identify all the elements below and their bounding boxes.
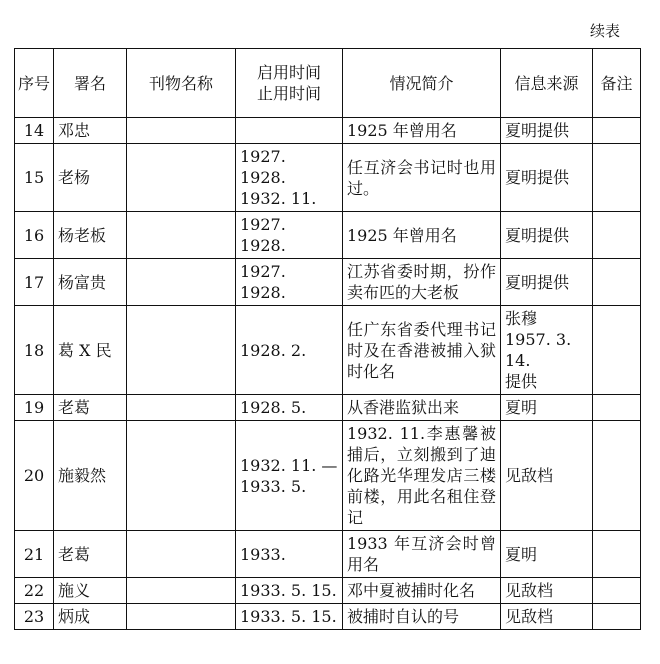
cell-journal bbox=[127, 212, 236, 259]
cell-no: 22 bbox=[15, 578, 54, 604]
cell-no: 15 bbox=[15, 144, 54, 212]
table-row bbox=[15, 212, 641, 259]
cell-time bbox=[236, 144, 343, 212]
cell-time-line: 1932. 11. — bbox=[240, 455, 338, 475]
cell-time: 1933. 5. 15. bbox=[236, 578, 343, 604]
cell-no: 16 bbox=[15, 212, 54, 259]
cell-time bbox=[236, 259, 343, 306]
cell-intro: 1933 年互济会时曾用名 bbox=[343, 531, 501, 578]
cell-source: 夏明 bbox=[501, 531, 593, 578]
cell-no: 18 bbox=[15, 306, 54, 395]
cell-no: 21 bbox=[15, 531, 54, 578]
cell-name: 杨老板 bbox=[54, 212, 127, 259]
cell-source-line: 提供 bbox=[505, 372, 538, 391]
cell-intro: 从香港监狱出来 bbox=[343, 395, 501, 421]
cell-source: 见敌档 bbox=[501, 604, 593, 630]
header-time-start: 启用时间 bbox=[256, 63, 321, 82]
cell-journal bbox=[127, 306, 236, 395]
cell-name: 施义 bbox=[54, 578, 127, 604]
cell-source: 夏明提供 bbox=[501, 259, 593, 306]
cell-time: 1928. 5. bbox=[236, 395, 343, 421]
cell-time-line: 1932. 11. bbox=[240, 189, 317, 208]
cell-time-line: 1933. 5. bbox=[240, 476, 307, 496]
cell-source: 夏明提供 bbox=[501, 144, 593, 212]
cell-time-line: 1928. bbox=[240, 236, 286, 255]
cell-remark bbox=[593, 306, 641, 395]
cell-name: 杨富贵 bbox=[54, 259, 127, 306]
cell-no: 23 bbox=[15, 604, 54, 630]
cell-source: 见敌档 bbox=[501, 578, 593, 604]
cell-time-line: 1928. bbox=[240, 283, 286, 302]
cell-time bbox=[236, 212, 343, 259]
cell-remark bbox=[593, 144, 641, 212]
table-row bbox=[15, 118, 641, 144]
cell-remark bbox=[593, 259, 641, 306]
cell-no: 19 bbox=[15, 395, 54, 421]
alias-record-table bbox=[14, 48, 641, 630]
header-no: 序号 bbox=[15, 49, 54, 118]
cell-time: 1933. 5. 15. bbox=[236, 604, 343, 630]
cell-name: 邓忠 bbox=[54, 118, 127, 144]
table-row bbox=[15, 306, 641, 395]
cell-time-line: 1927. bbox=[240, 215, 286, 234]
cell-source: 见敌档 bbox=[501, 421, 593, 531]
header-time-end: 止用时间 bbox=[256, 84, 321, 103]
cell-intro: 1925 年曾用名 bbox=[343, 212, 501, 259]
cell-intro: 被捕时自认的号 bbox=[343, 604, 501, 630]
cell-remark bbox=[593, 421, 641, 531]
header-name: 署名 bbox=[54, 49, 127, 118]
header-journal: 刊物名称 bbox=[127, 49, 236, 118]
cell-journal bbox=[127, 144, 236, 212]
header-row bbox=[15, 49, 641, 118]
table-row bbox=[15, 578, 641, 604]
cell-name: 老葛 bbox=[54, 531, 127, 578]
cell-name: 炳成 bbox=[54, 604, 127, 630]
cell-journal bbox=[127, 531, 236, 578]
cell-journal bbox=[127, 421, 236, 531]
table-row bbox=[15, 259, 641, 306]
cell-journal bbox=[127, 604, 236, 630]
header-intro: 情况简介 bbox=[343, 49, 501, 118]
table-row bbox=[15, 144, 641, 212]
cell-intro: 1932. 11.李惠馨被捕后，立刻搬到了迪化路光华理发店三楼前楼，用此名租住登记 bbox=[343, 421, 501, 531]
cell-intro: 任广东省委代理书记时及在香港被捕入狱时化名 bbox=[343, 306, 501, 395]
cell-journal bbox=[127, 578, 236, 604]
cell-journal bbox=[127, 118, 236, 144]
cell-time bbox=[236, 421, 343, 531]
cell-source-line: 张穆 bbox=[505, 309, 538, 328]
cell-intro: 任互济会书记时也用过。 bbox=[343, 144, 501, 212]
cell-intro: 江苏省委时期，扮作卖布匹的大老板 bbox=[343, 259, 501, 306]
cell-remark bbox=[593, 531, 641, 578]
cell-no: 17 bbox=[15, 259, 54, 306]
cell-source: 夏明 bbox=[501, 395, 593, 421]
cell-source bbox=[501, 306, 593, 395]
cell-journal bbox=[127, 259, 236, 306]
cell-name: 施毅然 bbox=[54, 421, 127, 531]
cell-no: 20 bbox=[15, 421, 54, 531]
cell-time: 1933. bbox=[236, 531, 343, 578]
cell-remark bbox=[593, 604, 641, 630]
cell-time-line: 1927. bbox=[240, 147, 286, 166]
cell-no: 14 bbox=[15, 118, 54, 144]
cell-remark bbox=[593, 118, 641, 144]
cell-remark bbox=[593, 395, 641, 421]
cell-time bbox=[236, 118, 343, 144]
header-source: 信息来源 bbox=[501, 49, 593, 118]
cell-source-line: 1957. 3. 14. bbox=[505, 330, 572, 370]
cell-intro: 1925 年曾用名 bbox=[343, 118, 501, 144]
table-row bbox=[15, 604, 641, 630]
cell-time-line: 1927. bbox=[240, 262, 286, 281]
cell-source: 夏明提供 bbox=[501, 118, 593, 144]
cell-remark bbox=[593, 212, 641, 259]
table-row bbox=[15, 421, 641, 531]
cell-remark bbox=[593, 578, 641, 604]
cell-name: 老葛 bbox=[54, 395, 127, 421]
cell-name: 葛 X 民 bbox=[54, 306, 127, 395]
header-remark: 备注 bbox=[593, 49, 641, 118]
table-row bbox=[15, 395, 641, 421]
table-row bbox=[15, 531, 641, 578]
cell-time-line: 1928. bbox=[240, 168, 286, 187]
continued-label: 续表 bbox=[589, 22, 620, 40]
cell-name: 老杨 bbox=[54, 144, 127, 212]
cell-journal bbox=[127, 395, 236, 421]
cell-source: 夏明提供 bbox=[501, 212, 593, 259]
cell-time: 1928. 2. bbox=[236, 306, 343, 395]
cell-intro: 邓中夏被捕时化名 bbox=[343, 578, 501, 604]
header-time bbox=[236, 49, 343, 118]
